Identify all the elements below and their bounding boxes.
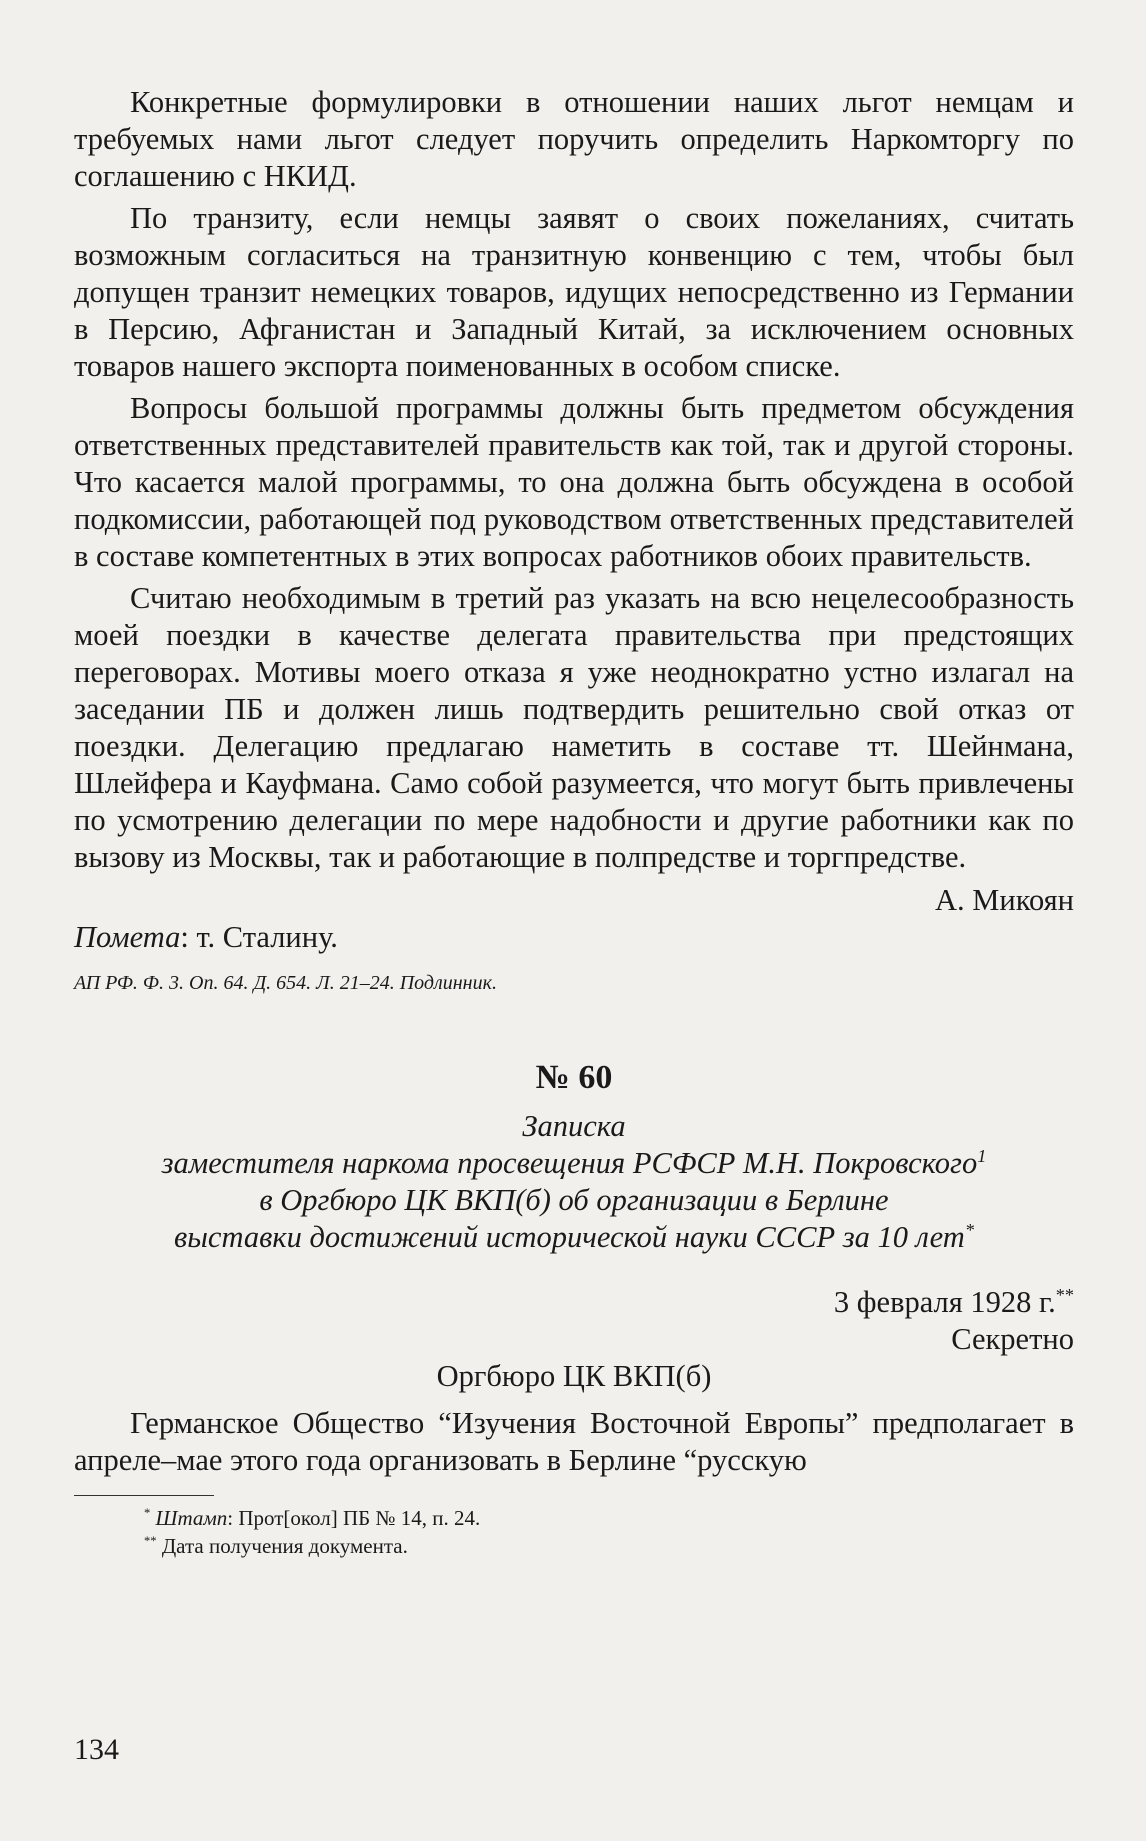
footnote-ref: * xyxy=(964,1219,974,1240)
signature: А. Микоян xyxy=(934,883,1074,917)
resolution-mark-label: Помета xyxy=(74,920,181,954)
document-date-text: 3 февраля 1928 г. xyxy=(833,1285,1056,1319)
paragraph: Считаю необходимым в третий раз указать на всю нецелесообразность моей поездки в качестве делегата правительства при предстоящих переговорах. Мотивы моего отказа я уже неоднократно устно излагал на заседании ПБ и должен лишь подтвердить решительно свой отказ от поездки. Делегацию предлагаю наметить в составе тт. Шейнмана, Шлейфера и Кауфмана. Само собой разумеется, что могут быть привлечены по усмотрению делегации по мере надобности и другие работники как по вызову из Москвы, так и работающие в полпредстве и торгпредстве. xyxy=(74,581,1074,874)
document-date xyxy=(74,1284,1074,1321)
paragraph: Германское Общество “Изучения Восточной Европы” предполагает в апреле–мае этого года организовать в Берлине “русскую xyxy=(74,1406,1074,1477)
resolution-mark-text: : т. Сталину. xyxy=(180,920,338,954)
document-title-text: выставки достижений исторической науки СССР за 10 лет xyxy=(174,1220,965,1254)
footnote-ref: 1 xyxy=(977,1145,987,1166)
paragraph: По транзиту, если немцы заявят о своих пожеланиях, считать возможным согласиться на транзитную конвенцию с тем, чтобы был допущен транзит немецких товаров, идущих непосредственно из Германии в Персию, Афганистан и Западный Китай, за исключением основных товаров нашего экспорта поименованных в особом списке. xyxy=(74,201,1074,383)
footnote xyxy=(144,1532,1074,1560)
document-title-text: заместителя наркома просвещения РСФСР М.Н. Покровского xyxy=(161,1146,978,1180)
document-number: № 60 xyxy=(535,1059,613,1096)
document-title-line xyxy=(74,1182,1074,1219)
document-title-line xyxy=(74,1219,1074,1256)
paragraph: Конкретные формулировки в отношении наших льгот немцам и требуемых нами льгот следует поручить определить Наркомторгу по соглашению с НКИД. xyxy=(74,85,1074,193)
footnote-ref: ** xyxy=(1055,1284,1074,1305)
page-number: 134 xyxy=(74,1733,119,1766)
document-title-line xyxy=(74,1145,1074,1182)
footnote-divider xyxy=(74,1495,214,1496)
footnote-text: Дата получения документа. xyxy=(161,1534,408,1558)
resolution-mark xyxy=(74,919,1074,956)
archive-reference: АП РФ. Ф. 3. Оп. 64. Д. 654. Л. 21–24. Подлинник. xyxy=(74,972,497,994)
footnote-marker: * xyxy=(144,1506,151,1520)
footnote xyxy=(144,1504,1074,1532)
recipient: Оргбюро ЦК ВКП(б) xyxy=(436,1359,712,1393)
document-type: Записка xyxy=(522,1109,626,1143)
footnote-text: : Прот[окол] ПБ № 14, п. 24. xyxy=(227,1506,481,1530)
document-title-text: в Оргбюро ЦК ВКП(б) об организации в Берлине xyxy=(259,1183,889,1217)
footnote-label: Штамп xyxy=(155,1506,228,1530)
paragraph: Вопросы большой программы должны быть предметом обсуждения ответственных представителей правительств как той, так и другой стороны. Что касается малой программы, то она должна быть обсуждена в особой подкомиссии, работающей под руководством ответственных представителей в составе компетентных в этих вопросах работников обоих правительств. xyxy=(74,391,1074,573)
classification: Секретно xyxy=(951,1322,1074,1356)
footnote-marker: ** xyxy=(144,1534,157,1548)
document-page xyxy=(74,84,1074,1560)
